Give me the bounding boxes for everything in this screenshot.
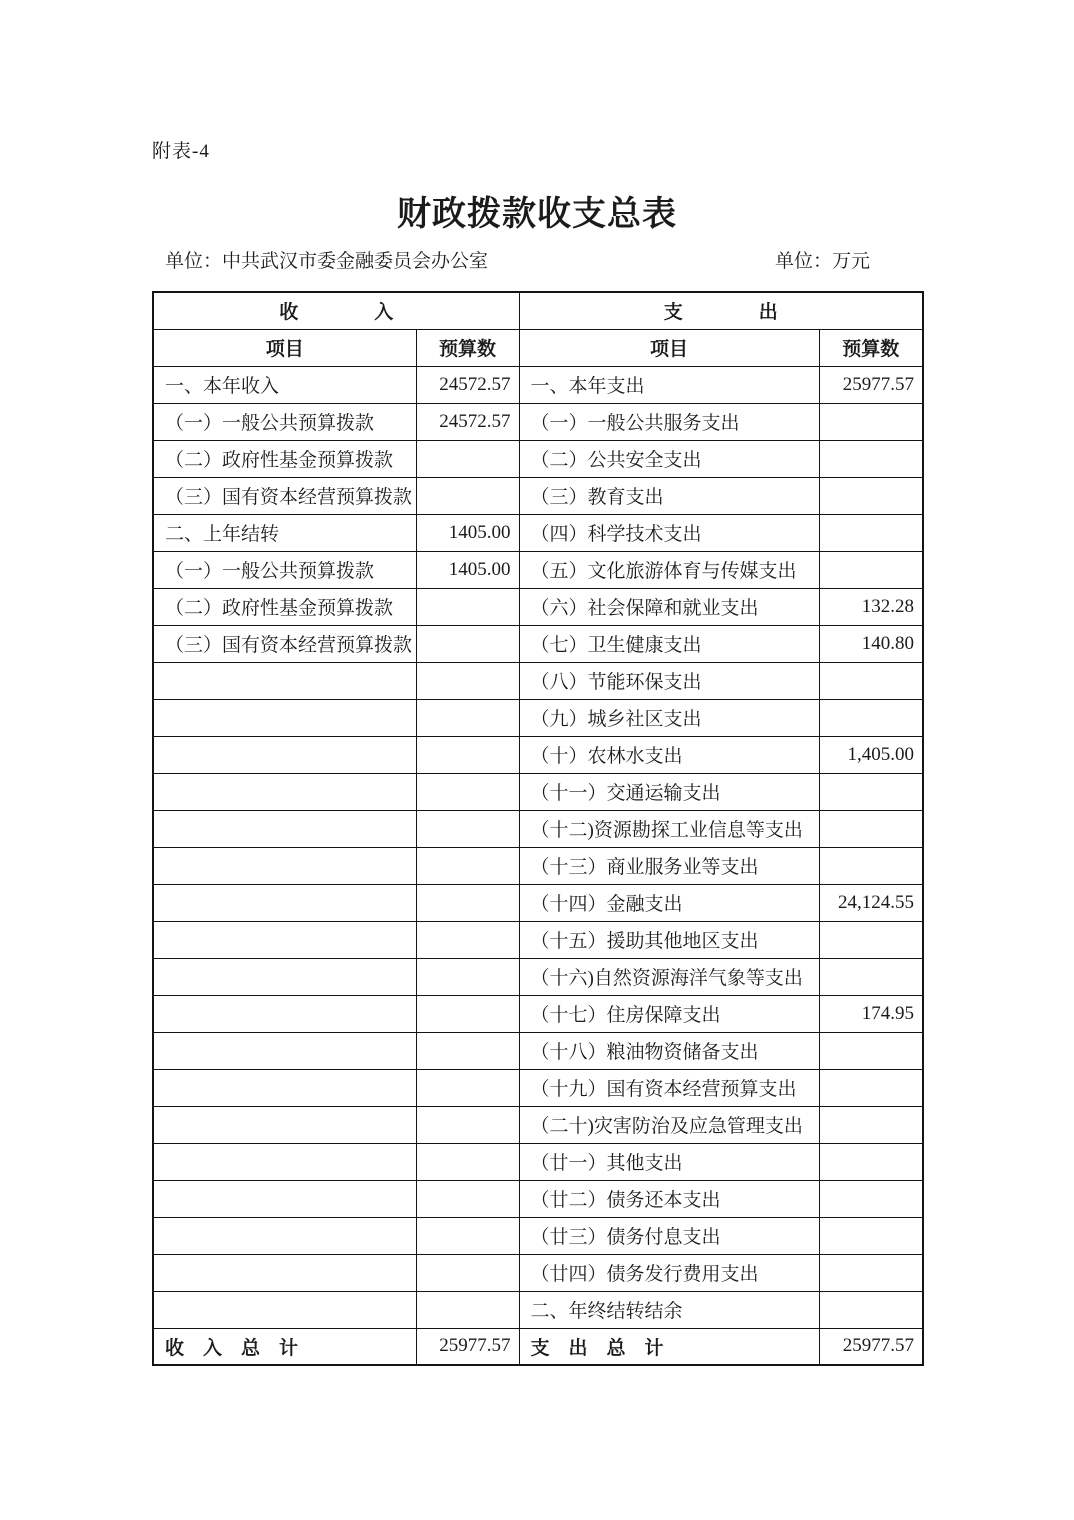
budget-table bbox=[152, 291, 924, 1366]
income-item-cell: （三）国有资本经营预算拨款 bbox=[153, 477, 416, 514]
income-value-cell bbox=[416, 736, 519, 773]
income-item-cell bbox=[153, 736, 416, 773]
expense-item-cell: （十五）援助其他地区支出 bbox=[519, 921, 819, 958]
income-item-cell bbox=[153, 1106, 416, 1143]
expense-value-cell bbox=[819, 699, 923, 736]
income-item-cell bbox=[153, 1143, 416, 1180]
expense-value-cell: 132.28 bbox=[819, 588, 923, 625]
expense-value-cell: 1,405.00 bbox=[819, 736, 923, 773]
table-row bbox=[153, 1069, 923, 1106]
income-item-cell bbox=[153, 1254, 416, 1291]
income-item-cell bbox=[153, 773, 416, 810]
income-value-cell: 1405.00 bbox=[416, 514, 519, 551]
income-value-cell bbox=[416, 699, 519, 736]
income-value-cell bbox=[416, 662, 519, 699]
expense-value-cell bbox=[819, 662, 923, 699]
expense-item-cell: （七）卫生健康支出 bbox=[519, 625, 819, 662]
expense-value-cell bbox=[819, 810, 923, 847]
expense-item-cell: （八）节能环保支出 bbox=[519, 662, 819, 699]
income-item-cell bbox=[153, 958, 416, 995]
expense-item-cell: （廿四）债务发行费用支出 bbox=[519, 1254, 819, 1291]
income-item-cell bbox=[153, 884, 416, 921]
income-item-cell bbox=[153, 1069, 416, 1106]
table-row bbox=[153, 440, 923, 477]
income-value-cell bbox=[416, 884, 519, 921]
income-value-cell bbox=[416, 921, 519, 958]
income-value-cell bbox=[416, 1254, 519, 1291]
expense-item-cell: （九）城乡社区支出 bbox=[519, 699, 819, 736]
income-item-cell: 一、本年收入 bbox=[153, 366, 416, 403]
table-row bbox=[153, 403, 923, 440]
income-value-cell bbox=[416, 1106, 519, 1143]
table-row bbox=[153, 884, 923, 921]
expense-value-cell bbox=[819, 1291, 923, 1328]
income-value-cell bbox=[416, 1032, 519, 1069]
income-item-column-header: 项目 bbox=[153, 329, 416, 366]
income-item-cell: （一）一般公共预算拨款 bbox=[153, 551, 416, 588]
expense-item-cell: 一、本年支出 bbox=[519, 366, 819, 403]
table-row bbox=[153, 810, 923, 847]
income-item-cell bbox=[153, 1180, 416, 1217]
expense-value-cell bbox=[819, 551, 923, 588]
expense-item-cell: （十八）粮油物资储备支出 bbox=[519, 1032, 819, 1069]
table-row bbox=[153, 551, 923, 588]
expense-value-cell: 25977.57 bbox=[819, 366, 923, 403]
expense-value-cell bbox=[819, 477, 923, 514]
expense-value-cell bbox=[819, 773, 923, 810]
expense-section-header: 支 出 bbox=[519, 292, 923, 329]
page-title: 财政拨款收支总表 bbox=[397, 196, 677, 233]
income-value-cell bbox=[416, 440, 519, 477]
table-row bbox=[153, 921, 923, 958]
table-row bbox=[153, 958, 923, 995]
expense-value-cell bbox=[819, 1217, 923, 1254]
expense-item-cell: （二十)灾害防治及应急管理支出 bbox=[519, 1106, 819, 1143]
income-item-cell bbox=[153, 1217, 416, 1254]
table-row bbox=[153, 1180, 923, 1217]
expense-item-cell: （十七）住房保障支出 bbox=[519, 995, 819, 1032]
expense-item-cell: （三）教育支出 bbox=[519, 477, 819, 514]
income-item-cell: （二）政府性基金预算拨款 bbox=[153, 588, 416, 625]
expense-value-cell bbox=[819, 514, 923, 551]
income-total-label: 收 入 总 计 bbox=[153, 1328, 416, 1365]
income-item-cell bbox=[153, 921, 416, 958]
income-item-cell: （三）国有资本经营预算拨款 bbox=[153, 625, 416, 662]
income-item-cell bbox=[153, 847, 416, 884]
income-value-cell: 24572.57 bbox=[416, 403, 519, 440]
expense-item-cell: 二、年终结转结余 bbox=[519, 1291, 819, 1328]
table-row bbox=[153, 366, 923, 403]
unit-line bbox=[152, 246, 922, 273]
attachment-label: 附表-4 bbox=[152, 141, 210, 162]
table-row bbox=[153, 699, 923, 736]
table-row bbox=[153, 514, 923, 551]
table-row bbox=[153, 625, 923, 662]
income-value-cell: 1405.00 bbox=[416, 551, 519, 588]
table-row bbox=[153, 1217, 923, 1254]
expense-value-cell bbox=[819, 403, 923, 440]
income-item-cell bbox=[153, 1032, 416, 1069]
income-value-cell bbox=[416, 773, 519, 810]
income-item-cell bbox=[153, 1291, 416, 1328]
table-row bbox=[153, 588, 923, 625]
expense-item-cell: （六）社会保障和就业支出 bbox=[519, 588, 819, 625]
income-value-cell bbox=[416, 995, 519, 1032]
expense-item-cell: （廿一）其他支出 bbox=[519, 1143, 819, 1180]
income-value-cell bbox=[416, 1180, 519, 1217]
income-value-cell bbox=[416, 810, 519, 847]
expense-item-cell: （五）文化旅游体育与传媒支出 bbox=[519, 551, 819, 588]
income-total-value: 25977.57 bbox=[416, 1328, 519, 1365]
expense-value-cell bbox=[819, 958, 923, 995]
table-row bbox=[153, 1106, 923, 1143]
income-item-cell bbox=[153, 995, 416, 1032]
income-budget-column-header: 预算数 bbox=[416, 329, 519, 366]
expense-item-cell: （一）一般公共服务支出 bbox=[519, 403, 819, 440]
income-value-cell bbox=[416, 1069, 519, 1106]
expense-value-cell: 174.95 bbox=[819, 995, 923, 1032]
expense-item-cell: （十二)资源勘探工业信息等支出 bbox=[519, 810, 819, 847]
expense-total-value: 25977.57 bbox=[819, 1328, 923, 1365]
income-value-cell bbox=[416, 847, 519, 884]
table-row bbox=[153, 773, 923, 810]
expense-item-cell: （十三）商业服务业等支出 bbox=[519, 847, 819, 884]
expense-value-cell bbox=[819, 1180, 923, 1217]
expense-budget-column-header: 预算数 bbox=[819, 329, 923, 366]
income-item-cell: （二）政府性基金预算拨款 bbox=[153, 440, 416, 477]
unit-currency-label: 单位：万元 bbox=[774, 251, 870, 272]
expense-value-cell bbox=[819, 847, 923, 884]
expense-item-cell: （廿三）债务付息支出 bbox=[519, 1217, 819, 1254]
expense-value-cell: 24,124.55 bbox=[819, 884, 923, 921]
column-header-row bbox=[153, 329, 923, 366]
expense-value-cell: 140.80 bbox=[819, 625, 923, 662]
income-item-cell: 二、上年结转 bbox=[153, 514, 416, 551]
expense-value-cell bbox=[819, 1032, 923, 1069]
expense-item-cell: （十四）金融支出 bbox=[519, 884, 819, 921]
expense-item-cell: （二）公共安全支出 bbox=[519, 440, 819, 477]
expense-item-column-header: 项目 bbox=[519, 329, 819, 366]
income-value-cell bbox=[416, 1143, 519, 1180]
total-row bbox=[153, 1328, 923, 1365]
income-item-cell: （一）一般公共预算拨款 bbox=[153, 403, 416, 440]
income-value-cell bbox=[416, 958, 519, 995]
expense-item-cell: （十一）交通运输支出 bbox=[519, 773, 819, 810]
expense-item-cell: （廿二）债务还本支出 bbox=[519, 1180, 819, 1217]
expense-item-cell: （十）农林水支出 bbox=[519, 736, 819, 773]
income-value-cell bbox=[416, 1291, 519, 1328]
expense-value-cell bbox=[819, 1143, 923, 1180]
table-row bbox=[153, 995, 923, 1032]
table-row bbox=[153, 1032, 923, 1069]
expense-value-cell bbox=[819, 440, 923, 477]
expense-value-cell bbox=[819, 921, 923, 958]
table-row bbox=[153, 1291, 923, 1328]
expense-item-cell: （四）科学技术支出 bbox=[519, 514, 819, 551]
expense-item-cell: （十六)自然资源海洋气象等支出 bbox=[519, 958, 819, 995]
income-value-cell bbox=[416, 588, 519, 625]
table-row bbox=[153, 662, 923, 699]
expense-value-cell bbox=[819, 1069, 923, 1106]
section-header-row bbox=[153, 292, 923, 329]
table-row bbox=[153, 736, 923, 773]
income-item-cell bbox=[153, 810, 416, 847]
income-value-cell bbox=[416, 1217, 519, 1254]
table-row bbox=[153, 847, 923, 884]
table-row bbox=[153, 477, 923, 514]
income-section-header: 收 入 bbox=[153, 292, 519, 329]
income-value-cell bbox=[416, 477, 519, 514]
income-value-cell: 24572.57 bbox=[416, 366, 519, 403]
expense-value-cell bbox=[819, 1254, 923, 1291]
expense-total-label: 支 出 总 计 bbox=[519, 1328, 819, 1365]
expense-item-cell: （十九）国有资本经营预算支出 bbox=[519, 1069, 819, 1106]
income-item-cell bbox=[153, 662, 416, 699]
income-item-cell bbox=[153, 699, 416, 736]
income-value-cell bbox=[416, 625, 519, 662]
table-row bbox=[153, 1254, 923, 1291]
expense-value-cell bbox=[819, 1106, 923, 1143]
table-row bbox=[153, 1143, 923, 1180]
unit-name-label: 单位：中共武汉市委金融委员会办公室 bbox=[165, 251, 489, 272]
